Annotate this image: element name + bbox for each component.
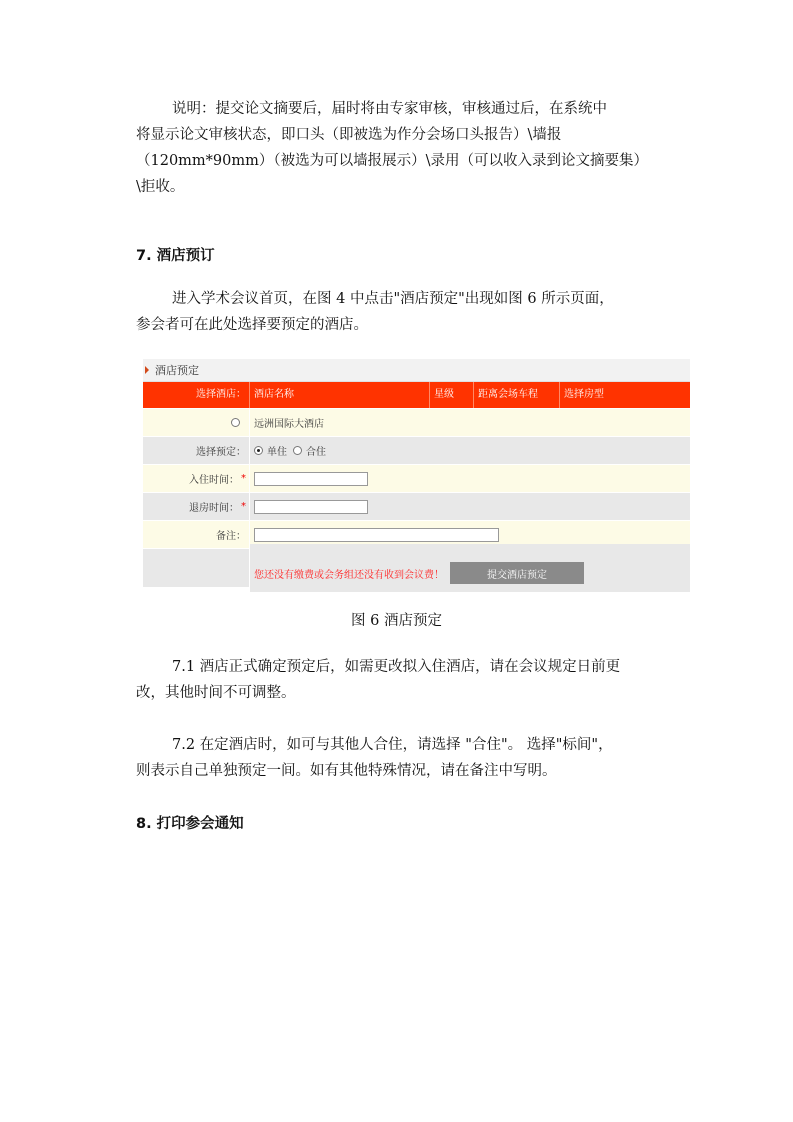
p72-line-2: 则表示自己单独预定一间。如有其他特殊情况，请在备注中写明。: [136, 763, 557, 779]
p72-line-1: 7.2 在定酒店时，如可与其他人合住，请选择 "合住"。 选择"标间"，: [172, 737, 613, 753]
checkin-label: 入住时间：: [189, 475, 239, 486]
triangle-arrow-icon: [145, 366, 149, 374]
shared-room-label: 合住: [306, 447, 326, 458]
hotel-option-row: [143, 409, 690, 437]
checkout-label: 退房时间：: [189, 503, 239, 514]
hotel-radio[interactable]: [231, 418, 240, 427]
section-heading-8: 8. 打印参会通知: [136, 816, 244, 832]
hotel-option-name: 远洲国际大酒店: [254, 419, 324, 430]
submit-hotel-booking-button[interactable]: 提交酒店预定: [450, 562, 584, 584]
room-choice-label: 选择预定：: [143, 437, 250, 464]
p71-line-2: 改，其他时间不可调整。: [136, 685, 296, 701]
shared-room-radio[interactable]: [293, 446, 302, 455]
header-star-rating: 星级: [430, 382, 474, 408]
hotel-table-header: [143, 382, 690, 409]
note-line-2: 将显示论文审核状态，即口头（即被选为作分会场口头报告）\墙报: [136, 127, 562, 143]
p71-line-1: 7.1 酒店正式确定预定后，如需更改拟入住酒店，请在会议规定日前更: [172, 659, 621, 675]
hotel-booking-screenshot: [143, 359, 690, 587]
checkin-date-input[interactable]: [254, 472, 368, 486]
figure-caption: 图 6 酒店预定: [351, 613, 442, 629]
required-mark: *: [241, 473, 246, 484]
header-room-type: 选择房型: [564, 389, 604, 400]
panel-title-bar: [143, 359, 690, 382]
single-room-radio[interactable]: [254, 446, 263, 455]
note-line-1: 说明：提交论文摘要后，届时将由专家审核，审核通过后，在系统中: [172, 101, 607, 117]
remark-label: 备注：: [143, 521, 250, 548]
intro-paragraph: [136, 286, 661, 338]
note-line-3: （120mm*90mm）（被选为可以墙报展示）\录用（可以收入录到论文摘要集）: [136, 153, 649, 169]
checkout-date-input[interactable]: [254, 500, 368, 514]
checkin-row: [143, 465, 690, 493]
submit-row: [143, 549, 690, 587]
required-mark: *: [241, 501, 246, 512]
checkout-row: [143, 493, 690, 521]
panel-title: 酒店预定: [155, 364, 199, 377]
header-hotel-name: 酒店名称: [250, 382, 430, 408]
single-room-label: 单住: [267, 447, 287, 458]
payment-warning: 您还没有缴费或会务组还没有收到会议费！: [254, 569, 444, 581]
paragraph-7-2: [136, 732, 661, 784]
header-distance: 距离会场车程: [474, 382, 560, 408]
section-heading-7: 7. 酒店预订: [136, 248, 215, 264]
remark-input[interactable]: [254, 528, 499, 542]
header-select-hotel: 选择酒店：: [143, 382, 250, 408]
note-line-4: \拒收。: [136, 179, 185, 195]
paragraph-7-1: [136, 654, 661, 706]
intro-line-2: 参会者可在此处选择要预定的酒店。: [136, 317, 368, 333]
note-paragraph: [136, 96, 661, 200]
intro-line-1: 进入学术会议首页，在图 4 中点击"酒店预定"出现如图 6 所示页面，: [172, 291, 614, 307]
room-choice-row: [143, 437, 690, 465]
